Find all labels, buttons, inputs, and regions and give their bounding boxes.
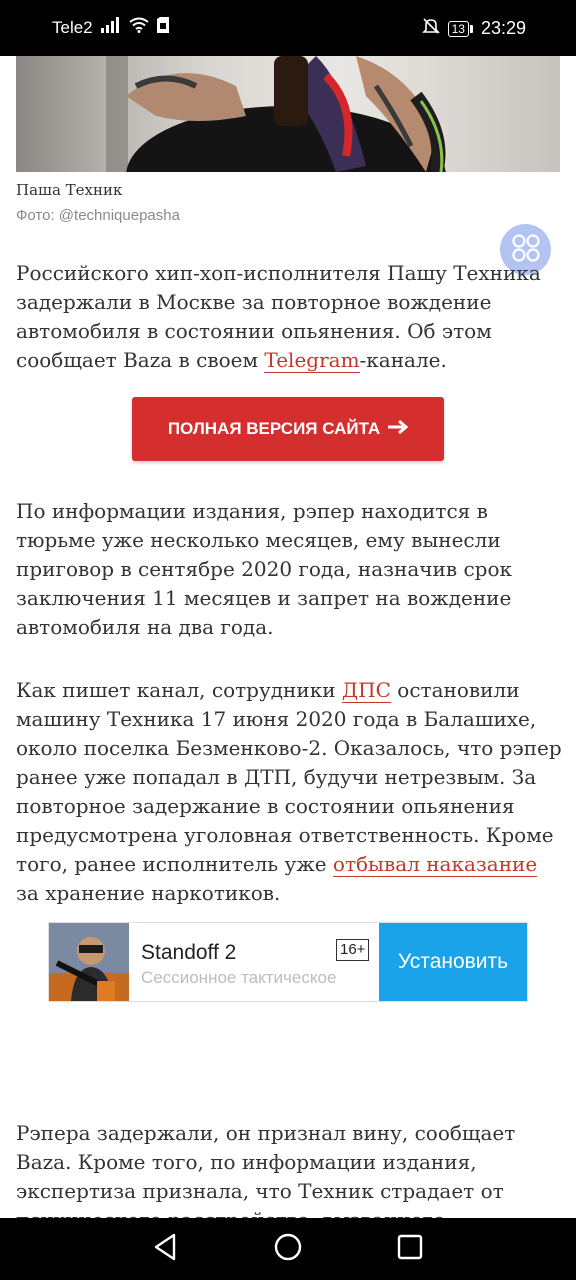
p3-text-b: остановили машину Техника 17 июня 2020 года в Балашихе, около поселка Безменково-2. Оказалось, что рэпер ранее уже попадал в ДТП, будучи нетрезвым. За повторное задержание в состоянии опьянения предусмотрена уголовная ответственность. Кроме того, ранее исполнитель уже	[16, 678, 562, 876]
signal-icon	[101, 17, 121, 38]
carrier-label: Tele2	[52, 17, 93, 37]
article-paragraph-1	[16, 259, 564, 375]
battery-icon	[448, 21, 473, 37]
photo-credit: Фото: @techniquepasha	[16, 207, 180, 224]
wifi-icon	[129, 17, 149, 38]
article-paragraph-2: По информации издания, рэпер находится в тюрьме уже несколько месяцев, ему вынесли приговор в сентябре 2020 года, назначив срок заключения 11 месяцев и запрет на вождение автомобиля на два года.	[16, 499, 513, 639]
p1-text-end: -канале.	[359, 348, 447, 372]
status-bar	[0, 0, 576, 56]
photo-caption: Паша Техник	[16, 181, 123, 199]
ad-subtitle: Сессионное тактическое	[141, 968, 337, 987]
article-paragraph-4: Рэпера задержали, он признал вину, сообщает Baza. Кроме того, по информации издания, экспертиза признала, что Техник страдает от	[16, 1121, 516, 1203]
recents-button[interactable]	[393, 1232, 427, 1266]
dps-link[interactable]: ДПС	[341, 678, 391, 702]
ad-banner[interactable]	[48, 922, 528, 1002]
recents-icon	[397, 1234, 423, 1264]
back-button[interactable]	[148, 1232, 182, 1266]
home-icon	[273, 1232, 303, 1266]
battery-level: 13	[448, 21, 469, 37]
full-site-button[interactable]	[132, 397, 444, 461]
full-site-label: ПОЛНАЯ ВЕРСИЯ САЙТА	[167, 419, 381, 438]
arrow-right-icon	[388, 419, 408, 439]
sim-card-icon	[157, 17, 169, 38]
p3-text-a: Как пишет канал, сотрудники	[16, 678, 342, 702]
punishment-link[interactable]: отбывал наказание	[332, 852, 538, 876]
ad-game-image	[49, 923, 129, 1001]
install-button[interactable]: Установить	[379, 923, 527, 1001]
clock: 23:29	[480, 18, 526, 38]
telegram-link[interactable]: Telegram	[264, 348, 360, 372]
article-photo	[16, 56, 560, 172]
home-button[interactable]	[271, 1232, 305, 1266]
p3-text-c: за хранение наркотиков.	[16, 881, 281, 905]
article-paragraph-3	[16, 676, 564, 908]
mute-icon	[422, 17, 440, 40]
back-icon	[152, 1233, 178, 1265]
ad-age-rating: 16+	[336, 939, 369, 961]
system-nav-bar	[0, 1218, 576, 1280]
p1-text: Российского хип-хоп-исполнителя Пашу Техника задержали в Москве за повторное вождение автомобиля в состоянии опьянения. Об этом сообщает Baza в своем	[16, 261, 541, 372]
ad-title: Standoff 2	[141, 941, 237, 964]
